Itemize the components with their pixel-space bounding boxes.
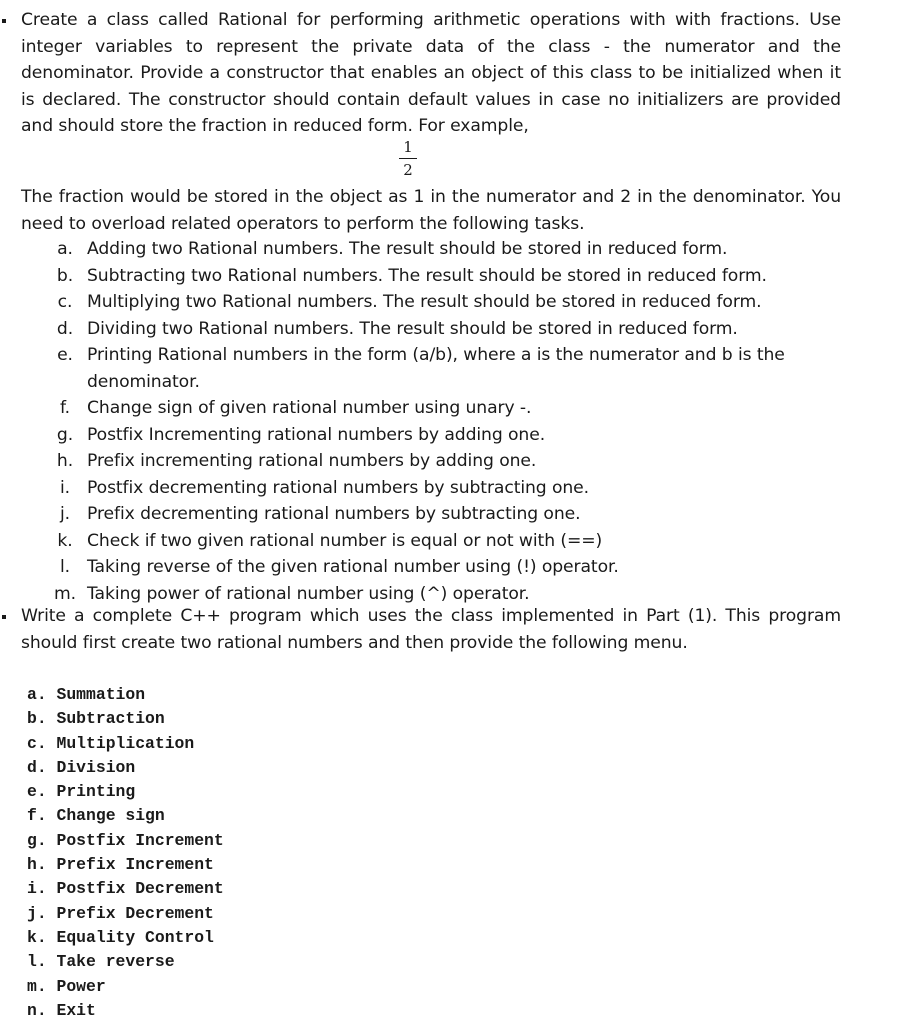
menu-item: g. Postfix Increment (27, 830, 224, 850)
task-text: Adding two Rational numbers. The result should be stored in reduced form. (87, 239, 728, 259)
menu-item: h. Prefix Increment (27, 855, 214, 875)
task-marker: m. (53, 583, 76, 604)
task-item (50, 501, 840, 528)
task-marker: d. (56, 318, 74, 339)
task-text: Postfix Incrementing rational numbers by adding one. (87, 424, 546, 445)
task-item (50, 342, 840, 395)
menu-item: c. Multiplication (27, 733, 195, 753)
task-item (50, 554, 840, 581)
part1-intro: Create a class called Rational for performing arithmetic operations with with fractions. Use integer variables to represent the private data of the class - the numerator and the denominator. Provide a constructor that enables an object of this class to be initialized when it is declared. The constructor should contain default values in case no initializers are provided and should store the fraction in reduced form. For example, (21, 10, 841, 136)
task-text: Prefix decrementing rational numbers by subtracting one. (87, 504, 581, 524)
task-marker: e. (57, 345, 73, 365)
task-marker: h. (56, 451, 74, 471)
menu-item: n. Exit (27, 1000, 96, 1020)
list-bullet-2 (2, 615, 6, 619)
task-marker: c. (57, 292, 73, 312)
task-text: Subtracting two Rational numbers. The result should be stored in reduced form. (87, 265, 767, 286)
task-marker: f. (59, 398, 71, 418)
menu-item: m. Power (27, 976, 106, 996)
task-marker: k. (57, 530, 73, 551)
menu-item: d. Division (27, 757, 136, 777)
menu-item: l. Take reverse (27, 952, 175, 972)
task-marker: l. (59, 557, 71, 577)
fraction-bar (399, 158, 417, 159)
fraction-denominator: 2 (403, 161, 413, 179)
task-item (50, 316, 840, 343)
task-text: Prefix incrementing rational numbers by adding one. (87, 451, 537, 471)
menu-item: j. Prefix Decrement (27, 903, 214, 923)
menu-item: e. Printing (27, 782, 136, 802)
task-item (50, 528, 840, 555)
menu-item: k. Equality Control (27, 927, 214, 947)
menu-item: f. Change sign (27, 806, 165, 826)
task-marker: a. (57, 239, 73, 259)
task-item (50, 263, 840, 290)
task-marker: i. (59, 477, 71, 498)
task-item (50, 289, 840, 316)
list-bullet-1 (2, 19, 6, 23)
menu-item: a. Summation (27, 685, 146, 704)
task-list (50, 236, 840, 607)
task-text: Dividing two Rational numbers. The result should be stored in reduced form. (87, 318, 738, 339)
task-marker: g. (56, 424, 74, 445)
menu-item: b. Subtraction (27, 709, 165, 729)
task-text: Postfix decrementing rational numbers by subtracting one. (87, 477, 590, 498)
task-text: Multiplying two Rational numbers. The result should be stored in reduced form. (87, 292, 762, 312)
task-text: Printing Rational numbers in the form (a/b), where a is the numerator and b is the denominator. (87, 345, 785, 392)
example-fraction (393, 139, 423, 179)
part2-text: Write a complete C++ program which uses the class implemented in Part (1). This program should first create two rational numbers and then provide the following menu. (21, 606, 841, 653)
task-item (50, 422, 840, 449)
task-text: Check if two given rational number is equal or not with (==) (87, 530, 603, 551)
task-text: Taking reverse of the given rational number using (!) operator. (87, 557, 619, 577)
task-marker: b. (56, 265, 74, 286)
program-menu (27, 683, 224, 1023)
task-text: Taking power of rational number using (^) operator. (87, 583, 530, 604)
menu-item: i. Postfix Decrement (27, 879, 224, 899)
task-item (50, 395, 840, 422)
task-item (50, 448, 840, 475)
task-item (50, 236, 840, 263)
part1-after-fraction: The fraction would be stored in the object as 1 in the numerator and 2 in the denominator. You need to overload related operators to perform the following tasks. (21, 187, 841, 234)
task-text: Change sign of given rational number using unary -. (87, 398, 532, 418)
task-item (50, 475, 840, 502)
fraction-numerator: 1 (403, 138, 413, 156)
task-marker: j. (59, 504, 71, 524)
